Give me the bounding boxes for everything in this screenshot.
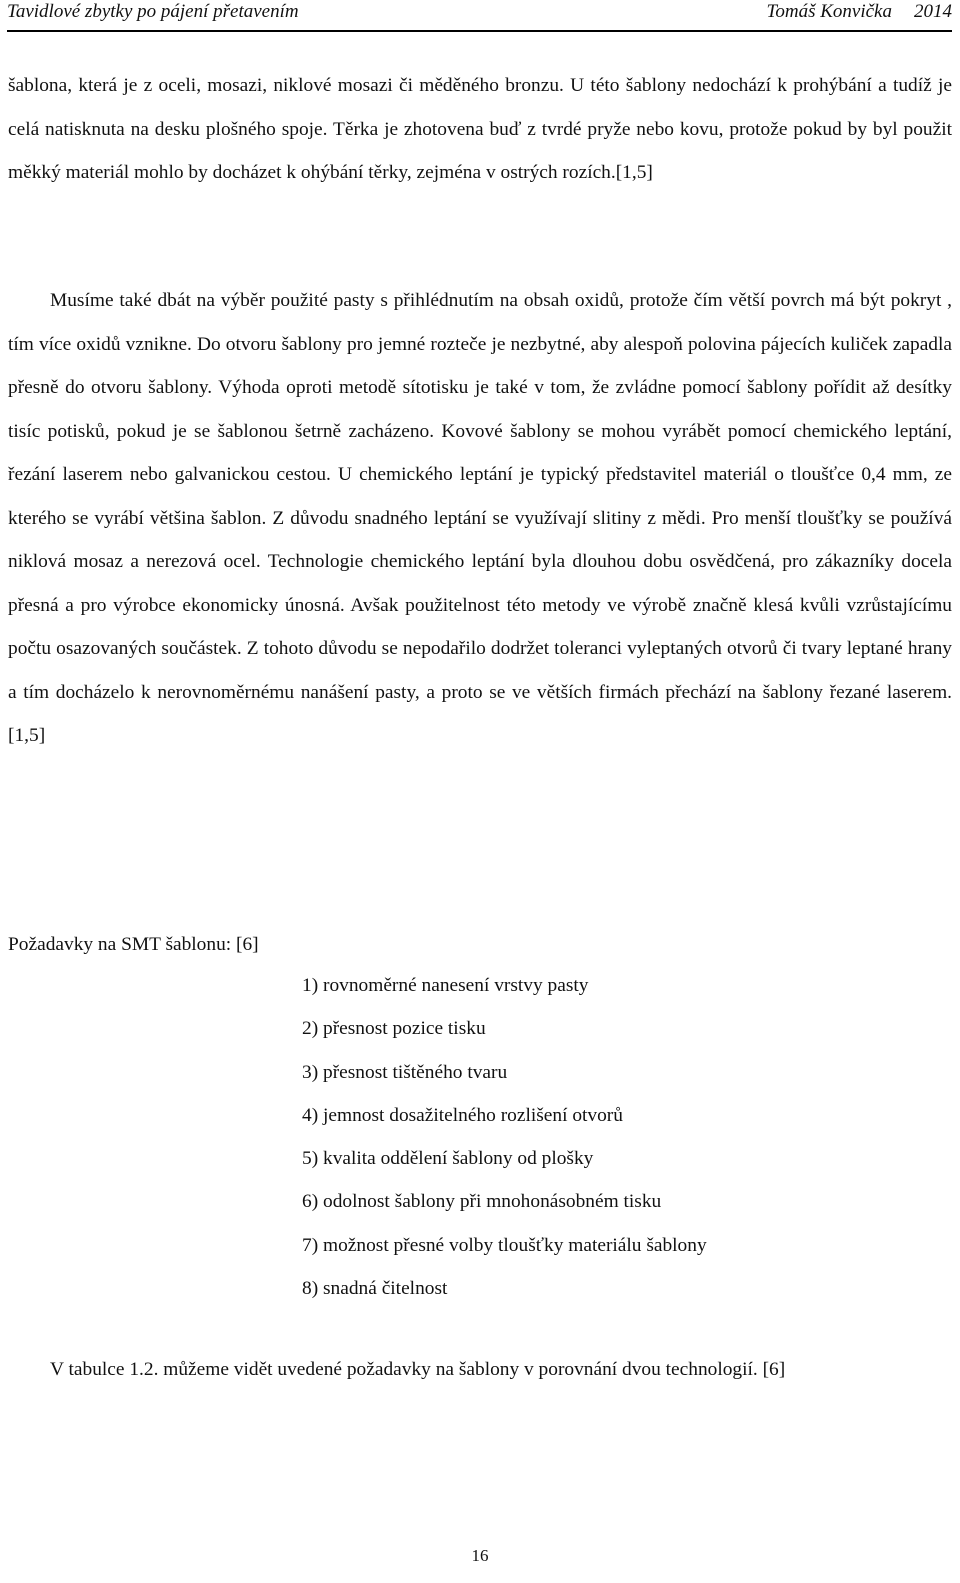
list-item: 7) možnost přesné volby tloušťky materiálu šablony	[302, 1234, 707, 1256]
list-item: 4) jemnost dosažitelného rozlišení otvorů	[302, 1104, 623, 1126]
list-item: 1) rovnoměrné nanesení vrstvy pasty	[302, 975, 589, 996]
header-right	[767, 1, 952, 23]
header-title: Tavidlové zbytky po pájení přetavením	[7, 1, 299, 22]
list-item: 3) přesnost tištěného tvaru	[302, 1061, 508, 1083]
list-item: 2) přesnost pozice tisku	[302, 1018, 486, 1040]
list-item: 8) snadná čitelnost	[302, 1278, 448, 1300]
paragraph-1: šablona, která je z oceli, mosazi, niklové mosazi či měděného bronzu. U této šablony nedochází k prohýbání a tudíž je celá natisknuta na desku plošného spoje. Těrka je zhotovena buď z tvrdé pryže nebo kovu, protože pokud by byl použit měkký materiál mohlo by docházet k ohýbání těrky, zejména v ostrých rozích.[1,5]	[8, 75, 952, 183]
header-year: 2014	[914, 1, 952, 22]
requirements-title: Požadavky na SMT šablonu: [6]	[8, 934, 259, 955]
paragraph-2: Musíme také dbát na výběr použité pasty s přihlédnutím na obsah oxidů, protože čím větší povrch má být pokryt , tím více oxidů vznikne. Do otvoru šablony pro jemné rozteče je nezbytné, aby alespoň polovina pájecích kuliček zapadla přesně do otvoru šablony. Výhoda oproti metodě sítotisku je také v tom, že zvládne pomocí šablony pořídit až desítky tisíc potisků, pokud je se šablonou šetrně zacházeno. Kovové šablony se mohou vyrábět pomocí chemického leptání, řezání laserem nebo galvanickou cestou. U chemického leptání je typický představitel materiál o tloušťce 0,4 mm, ze kterého se vyrábí většina šablon. Z důvodu snadného leptání se využívají slitiny z mědi. Pro menší tloušťky se používá niklová mosaz a nerezová ocel. Technologie chemického leptání byla dlouhou dobu osvědčená, pro zákazníky docela přesná a pro výrobce ekonomicky únosná. Avšak použitelnost této metody ve výrobě značně klesá kvůli vzrůstajícímu počtu osazovaných součástek. Z tohoto důvodu se nepodařilo dodržet toleranci vyleptaných otvorů či tvary leptané hrany a tím docházelo k nerovnoměrnému nanášení pasty, a proto se ve větších firmách přechází na šablony řezané laserem.[1,5]	[8, 290, 952, 746]
page-number: 16	[471, 1546, 489, 1565]
page-header	[7, 0, 952, 32]
requirements-list	[302, 964, 707, 1310]
paragraph-3: V tabulce 1.2. můžeme vidět uvedené požadavky na šablony v porovnání dvou technologií. [6]	[50, 1359, 786, 1380]
list-item: 5) kvalita oddělení šablony od plošky	[302, 1148, 594, 1170]
list-item: 6) odolnost šablony při mnohonásobném tisku	[302, 1191, 662, 1213]
header-author: Tomáš Konvička	[766, 1, 892, 22]
